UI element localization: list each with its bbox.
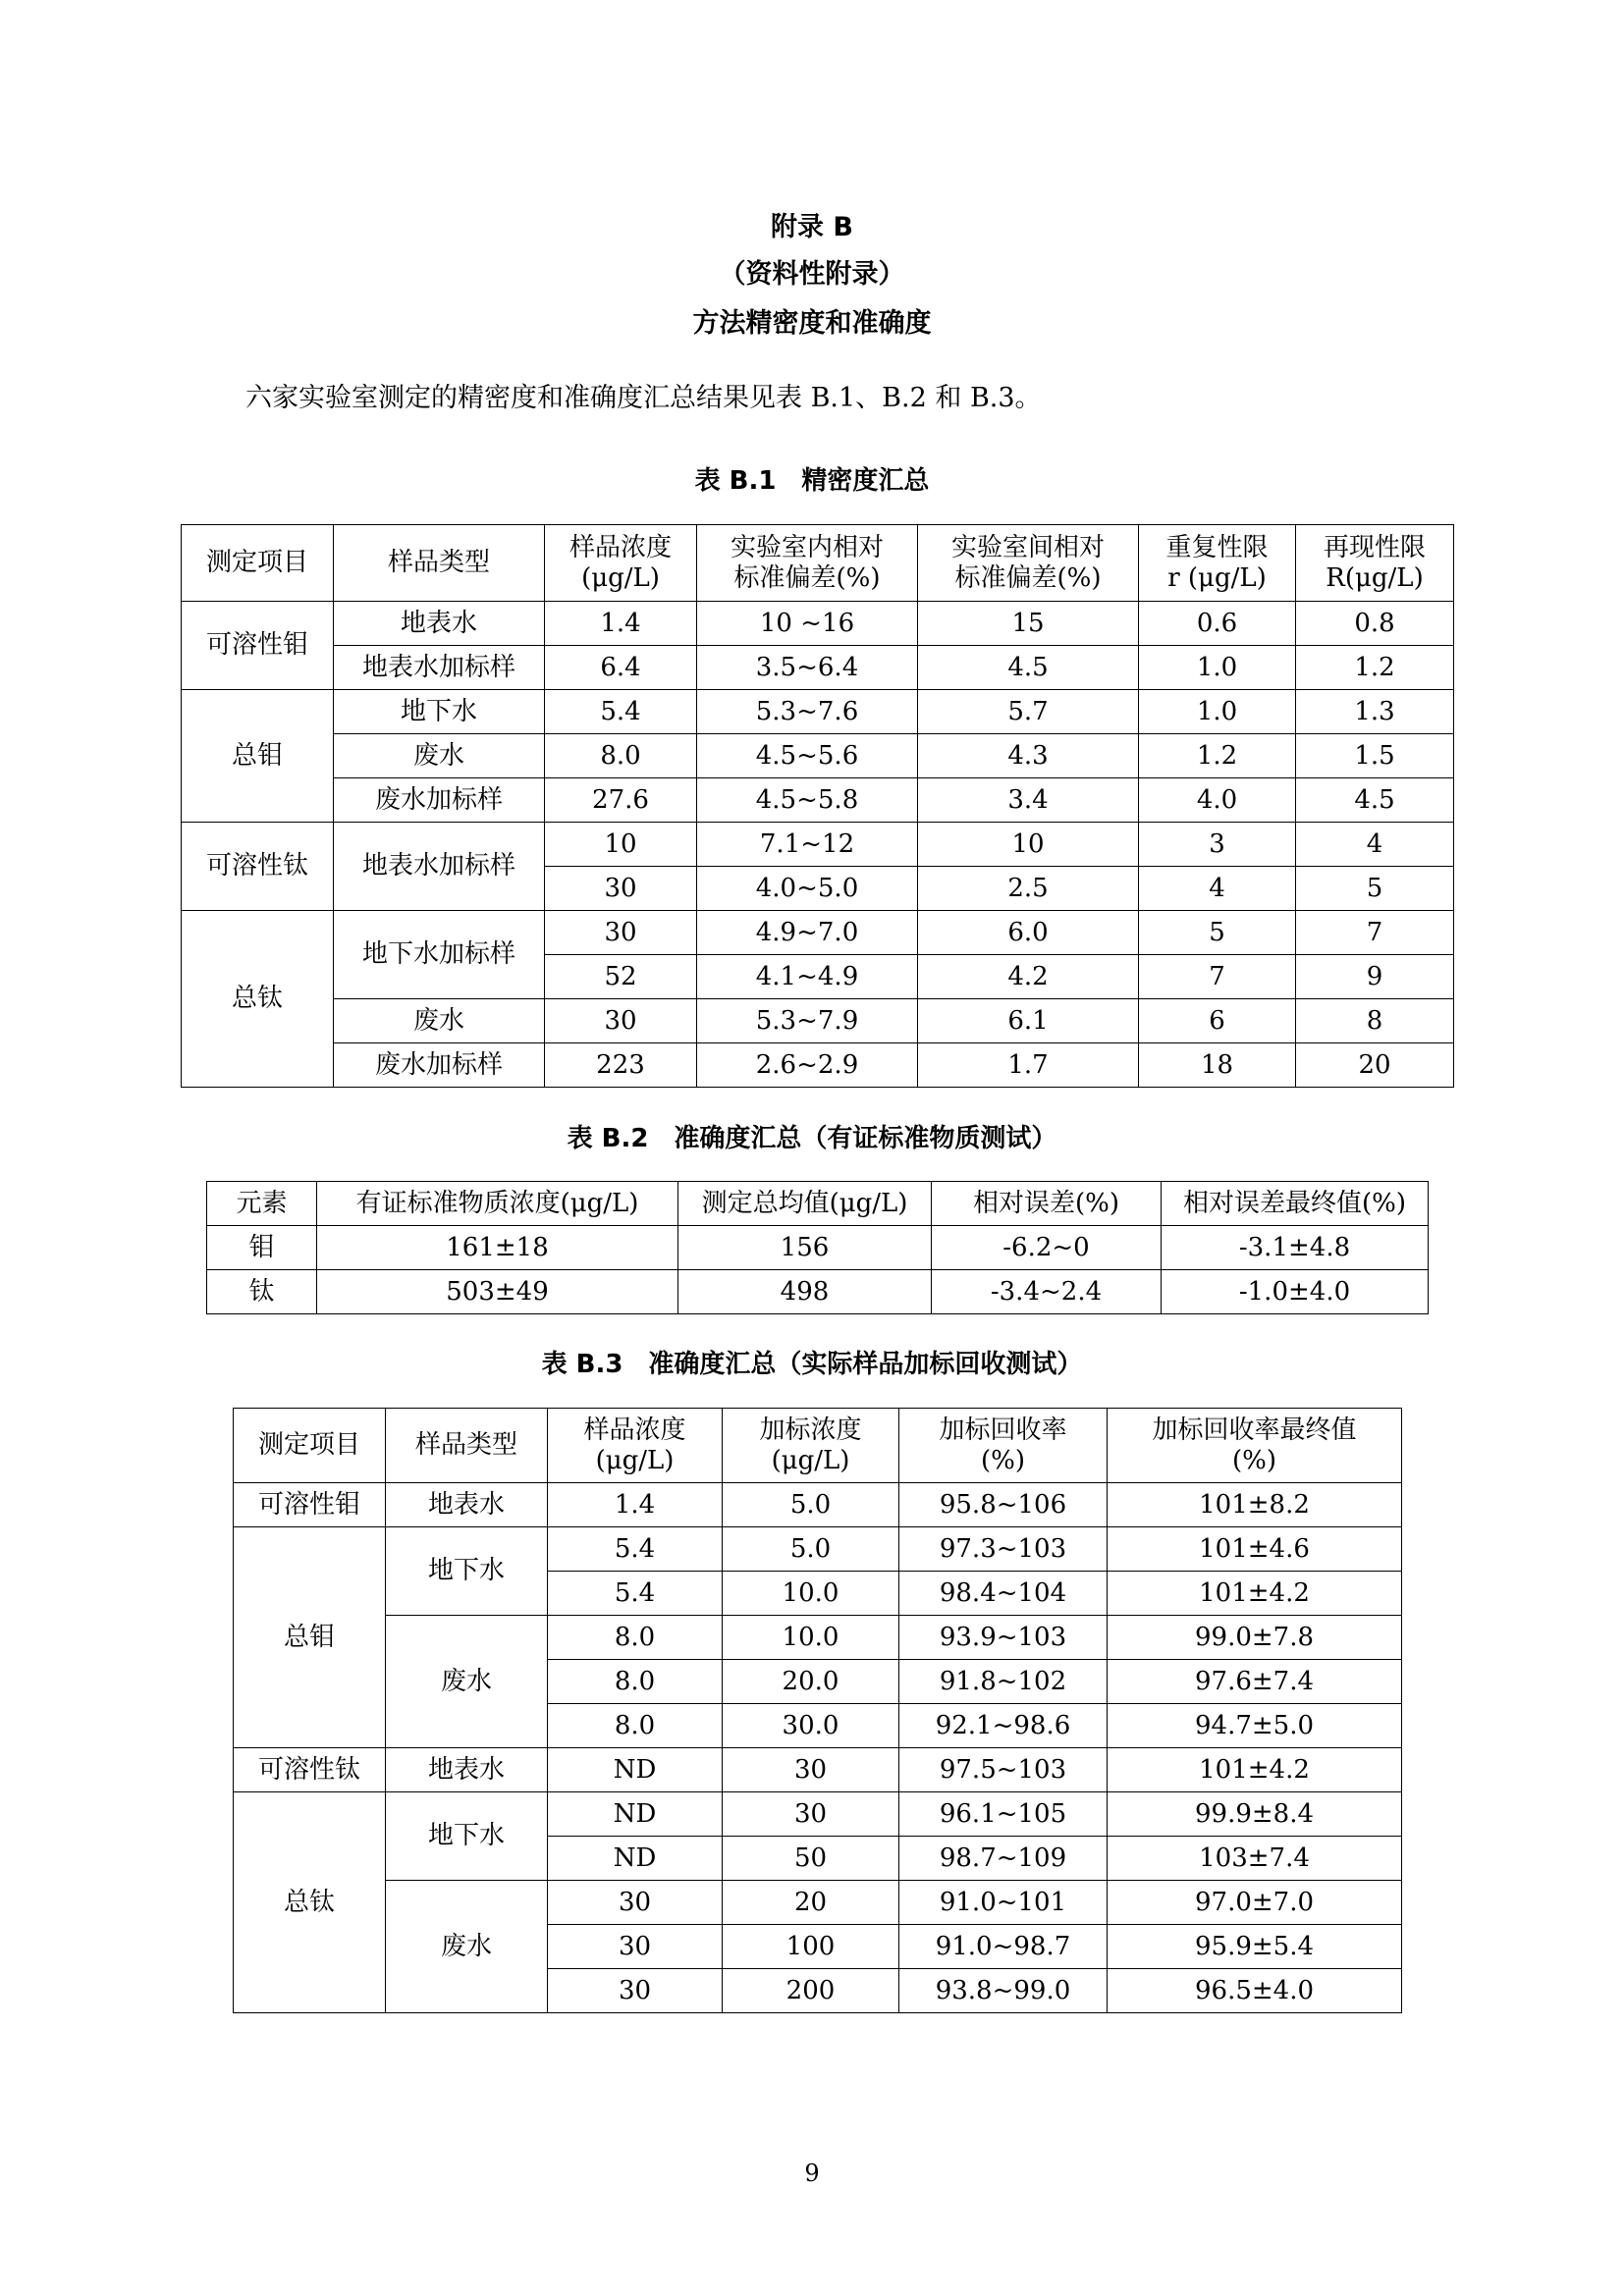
table-cell: 5.0 [723,1527,899,1572]
table-cell: 161±18 [317,1226,678,1270]
table-cell: 30.0 [723,1704,899,1748]
appendix-subtitle: （资料性附录） [719,259,905,290]
table-cell: 20.0 [723,1660,899,1704]
table-cell: 97.3~103 [899,1527,1108,1572]
table-cell: 5.4 [548,1572,723,1616]
table-cell: 1.4 [545,602,697,646]
type-cell: 地下水 [386,1792,548,1881]
table-row [234,1881,1402,1925]
table-cell: 30 [723,1792,899,1837]
table-cell: 废水加标样 [334,1043,545,1088]
table-cell: 4.1~4.9 [697,955,918,999]
header-cell: 相对误差(%) [932,1182,1162,1226]
header-cell: 样品类型 [334,525,545,602]
header-cell: 再现性限 R(μg/L) [1296,525,1454,602]
table-row [182,602,1454,646]
table-row [207,1226,1429,1270]
table-cell: 5.7 [918,690,1139,734]
table-cell: 5.3~7.9 [697,999,918,1043]
table-cell: 100 [723,1925,899,1969]
table-cell: 7 [1139,955,1296,999]
type-cell: 地下水 [386,1527,548,1616]
table-cell: 5.0 [723,1483,899,1527]
table-cell: 97.5~103 [899,1748,1108,1792]
table-cell: 101±4.2 [1108,1572,1402,1616]
table-cell: 91.0~98.7 [899,1925,1108,1969]
table-cell: 92.1~98.6 [899,1704,1108,1748]
table-cell: 103±7.4 [1108,1837,1402,1881]
table-cell: 20 [723,1881,899,1925]
table-cell: 5 [1296,867,1454,911]
table-cell: 15 [918,602,1139,646]
table-cell: -3.1±4.8 [1162,1226,1429,1270]
table-cell: 1.4 [548,1483,723,1527]
section-title: 方法精密度和准确度 [692,308,932,339]
table-cell: 4.9~7.0 [697,911,918,955]
table-cell: 93.8~99.0 [899,1969,1108,2013]
spike-recovery-table [233,1408,1402,2013]
table-cell: 93.9~103 [899,1616,1108,1660]
header-cell: 样品浓度 (μg/L) [548,1409,723,1483]
table-cell: 钼 [207,1226,317,1270]
table-cell: 30 [545,999,697,1043]
header-cell: 加标回收率最终值 (%) [1108,1409,1402,1483]
table-cell: 30 [548,1925,723,1969]
table-cell: 4.2 [918,955,1139,999]
table-cell: 503±49 [317,1270,678,1314]
table-cell: 99.0±7.8 [1108,1616,1402,1660]
table-row [207,1270,1429,1314]
table-cell: 废水加标样 [334,778,545,823]
table-cell: 8.0 [548,1616,723,1660]
table-row [234,1483,1402,1527]
table-cell: 8.0 [545,734,697,778]
table-cell: 8.0 [548,1704,723,1748]
table-row [182,1043,1454,1088]
table-row [234,1527,1402,1572]
table-cell: 2.5 [918,867,1139,911]
table-cell: 30 [545,867,697,911]
table-cell: 6.0 [918,911,1139,955]
table-cell: 10 [545,823,697,867]
table-cell: 10 ~16 [697,602,918,646]
table-cell: 4.5~5.6 [697,734,918,778]
table-cell: 3.5~6.4 [697,646,918,690]
table-row [234,1748,1402,1792]
table-cell: 4 [1296,823,1454,867]
table-cell: 7 [1296,911,1454,955]
table-cell: 98.4~104 [899,1572,1108,1616]
table-row [182,646,1454,690]
table-cell: 101±4.6 [1108,1527,1402,1572]
table-cell: 97.0±7.0 [1108,1881,1402,1925]
table-cell: 30 [548,1881,723,1925]
table-row [182,690,1454,734]
table-cell: 3 [1139,823,1296,867]
table-cell: 95.9±5.4 [1108,1925,1402,1969]
type-cell: 地下水加标样 [334,911,545,999]
type-cell: 地表水加标样 [334,823,545,911]
certified-reference-table [206,1181,1429,1314]
header-cell: 测定项目 [182,525,334,602]
table-cell: 废水 [334,734,545,778]
table-cell: 0.8 [1296,602,1454,646]
table-cell: 4.0 [1139,778,1296,823]
table-row [182,778,1454,823]
table-cell: 地表水 [334,602,545,646]
table-cell: 91.8~102 [899,1660,1108,1704]
table-cell: ND [548,1792,723,1837]
table-cell: ND [548,1748,723,1792]
table-cell: 96.5±4.0 [1108,1969,1402,2013]
table-cell: 4.0~5.0 [697,867,918,911]
table-cell: -1.0±4.0 [1162,1270,1429,1314]
table-cell: 4.5 [1296,778,1454,823]
intro-paragraph: 六家实验室测定的精密度和准确度汇总结果见表 B.1、B.2 和 B.3。 [245,383,1042,413]
table-cell: 1.7 [918,1043,1139,1088]
table-b1-caption: 表 B.1 精密度汇总 [694,466,930,496]
table-cell: 8.0 [548,1660,723,1704]
table-cell: 223 [545,1043,697,1088]
table-cell: 1.2 [1296,646,1454,690]
table-cell: 5 [1139,911,1296,955]
table-cell: 30 [545,911,697,955]
table-cell: 4.5 [918,646,1139,690]
table-cell: 6.4 [545,646,697,690]
table-cell: 18 [1139,1043,1296,1088]
table-cell: 52 [545,955,697,999]
header-cell: 加标回收率 (%) [899,1409,1108,1483]
item-cell: 总钼 [234,1527,386,1748]
item-cell: 可溶性钛 [234,1748,386,1792]
item-cell: 可溶性钼 [182,602,334,690]
table-cell: 20 [1296,1043,1454,1088]
table-cell: 1.5 [1296,734,1454,778]
appendix-title: 附录 B [771,212,853,242]
table-b2-caption: 表 B.2 准确度汇总（有证标准物质测试） [567,1124,1057,1153]
table-row [182,823,1454,867]
table-header-row [182,525,1454,602]
header-cell: 加标浓度 (μg/L) [723,1409,899,1483]
header-cell: 有证标准物质浓度(μg/L) [317,1182,678,1226]
table-b3-caption: 表 B.3 准确度汇总（实际样品加标回收测试） [541,1350,1083,1379]
table-cell: 2.6~2.9 [697,1043,918,1088]
table-cell: 4.5~5.8 [697,778,918,823]
table-cell: -3.4~2.4 [932,1270,1162,1314]
header-cell: 相对误差最终值(%) [1162,1182,1429,1226]
table-cell: 8 [1296,999,1454,1043]
table-cell: 91.0~101 [899,1881,1108,1925]
item-cell: 可溶性钛 [182,823,334,911]
table-cell: 30 [548,1969,723,2013]
table-cell: 0.6 [1139,602,1296,646]
item-cell: 总钛 [182,911,334,1088]
table-cell: 96.1~105 [899,1792,1108,1837]
table-cell: ND [548,1837,723,1881]
table-cell: 97.6±7.4 [1108,1660,1402,1704]
table-cell: 156 [678,1226,932,1270]
table-cell: 10.0 [723,1572,899,1616]
table-cell: 7.1~12 [697,823,918,867]
table-cell: 498 [678,1270,932,1314]
header-cell: 样品浓度 (μg/L) [545,525,697,602]
table-cell: 95.8~106 [899,1483,1108,1527]
table-cell: 27.6 [545,778,697,823]
table-cell: 101±8.2 [1108,1483,1402,1527]
table-cell: 30 [723,1748,899,1792]
type-cell: 废水 [386,1616,548,1748]
table-header-row [234,1409,1402,1483]
type-cell: 废水 [386,1881,548,2013]
table-row [182,734,1454,778]
table-header-row [207,1182,1429,1226]
page-number: 9 [804,2160,820,2187]
table-cell: 4 [1139,867,1296,911]
header-cell: 元素 [207,1182,317,1226]
table-cell: 50 [723,1837,899,1881]
header-cell: 样品类型 [386,1409,548,1483]
type-cell: 地表水 [386,1748,548,1792]
precision-table [181,524,1454,1088]
table-cell: 1.2 [1139,734,1296,778]
table-cell: 废水 [334,999,545,1043]
table-cell: 10 [918,823,1139,867]
table-cell: 94.7±5.0 [1108,1704,1402,1748]
table-cell: 1.3 [1296,690,1454,734]
table-cell: 1.0 [1139,646,1296,690]
table-cell: 5.4 [545,690,697,734]
item-cell: 可溶性钼 [234,1483,386,1527]
header-cell: 实验室间相对 标准偏差(%) [918,525,1139,602]
table-row [182,999,1454,1043]
type-cell: 地表水 [386,1483,548,1527]
table-cell: 5.3~7.6 [697,690,918,734]
table-cell: 6 [1139,999,1296,1043]
header-cell: 测定项目 [234,1409,386,1483]
table-cell: 4.3 [918,734,1139,778]
table-cell: 200 [723,1969,899,2013]
item-cell: 总钼 [182,690,334,823]
table-cell: 98.7~109 [899,1837,1108,1881]
table-cell: -6.2~0 [932,1226,1162,1270]
table-row [234,1616,1402,1660]
item-cell: 总钛 [234,1792,386,2013]
table-cell: 9 [1296,955,1454,999]
table-row [182,911,1454,955]
table-cell: 5.4 [548,1527,723,1572]
header-cell: 测定总均值(μg/L) [678,1182,932,1226]
table-cell: 101±4.2 [1108,1748,1402,1792]
header-cell: 重复性限 r (μg/L) [1139,525,1296,602]
table-cell: 钛 [207,1270,317,1314]
header-cell: 实验室内相对 标准偏差(%) [697,525,918,602]
table-cell: 99.9±8.4 [1108,1792,1402,1837]
table-cell: 1.0 [1139,690,1296,734]
table-row [234,1792,1402,1837]
table-cell: 3.4 [918,778,1139,823]
table-cell: 地下水 [334,690,545,734]
table-cell: 地表水加标样 [334,646,545,690]
table-cell: 10.0 [723,1616,899,1660]
table-cell: 6.1 [918,999,1139,1043]
